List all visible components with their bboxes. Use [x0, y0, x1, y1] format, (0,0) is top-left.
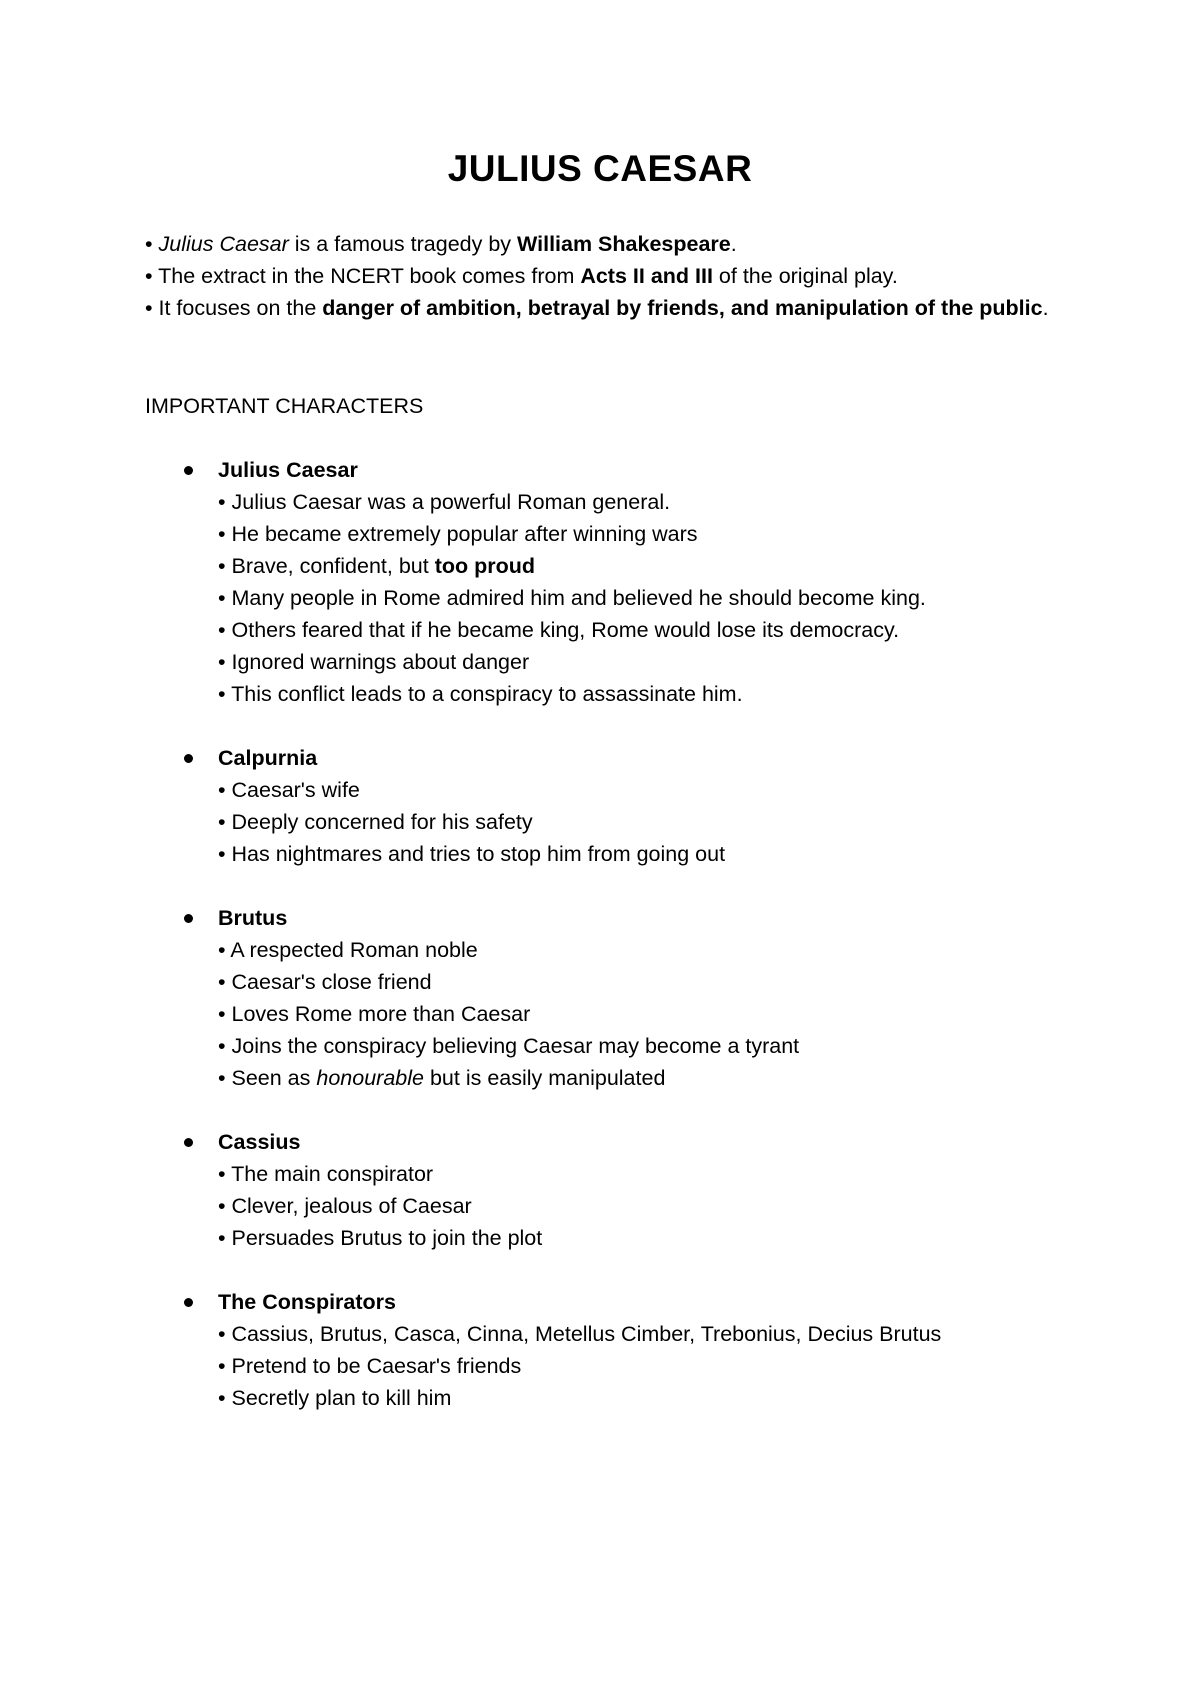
character-point: • The main conspirator [218, 1162, 434, 1186]
point-text: but is easily manipulated [423, 1066, 666, 1090]
intro-text-end: of the original play. [712, 264, 898, 288]
character-name: Brutus [218, 906, 288, 930]
character-list [145, 454, 1075, 1446]
intro-text: The extract in the NCERT book comes from [158, 264, 581, 288]
themes-bold: danger of ambition, betrayal by friends, and manipulation of the public [322, 296, 1043, 320]
intro-text-end: . [730, 232, 737, 256]
bullet-glyph: • [145, 232, 159, 256]
character-point: • Persuades Brutus to join the plot [218, 1226, 543, 1250]
character-entry [145, 1286, 1075, 1414]
character-point: • Deeply concerned for his safety [218, 810, 533, 834]
bullet-dot-icon [184, 1138, 193, 1147]
character-entry [145, 454, 1075, 710]
character-name: Cassius [218, 1130, 301, 1154]
character-point [218, 550, 1075, 582]
character-entry [145, 902, 1075, 1094]
character-point: • Joins the conspiracy believing Caesar may become a tyrant [218, 1034, 800, 1058]
intro-text: It focuses on the [158, 296, 323, 320]
bullet-glyph: • [145, 264, 159, 288]
acts-reference: Acts II and III [580, 264, 713, 288]
character-name: Calpurnia [218, 746, 318, 770]
point-text: • Brave, confident, but [218, 554, 435, 578]
point-bold-text: too proud [434, 554, 535, 578]
character-entry [145, 1126, 1075, 1254]
intro-text: is a famous tragedy by [288, 232, 518, 256]
section-heading: IMPORTANT CHARACTERS [145, 394, 424, 418]
character-point [218, 1062, 1075, 1094]
document-title: JULIUS CAESAR [447, 148, 753, 189]
character-point: • Many people in Rome admired him and believed he should become king. [218, 586, 926, 610]
character-point: • Loves Rome more than Caesar [218, 1002, 531, 1026]
bullet-dot-icon [184, 754, 193, 763]
character-point: • Has nightmares and tries to stop him from going out [218, 842, 726, 866]
character-point: • Secretly plan to kill him [218, 1386, 452, 1410]
character-point: • Cassius, Brutus, Casca, Cinna, Metellus Cimber, Trebonius, Decius Brutus [218, 1322, 942, 1346]
intro-text-end: . [1042, 296, 1049, 320]
point-italic-text: honourable [316, 1066, 424, 1090]
character-point: • Ignored warnings about danger [218, 650, 530, 674]
character-entry [145, 742, 1075, 870]
character-point: • Julius Caesar was a powerful Roman general. [218, 490, 671, 514]
character-point: • He became extremely popular after winning wars [218, 522, 698, 546]
intro-line-3 [145, 292, 1060, 324]
character-point: • Caesar's wife [218, 778, 360, 802]
intro-section [145, 228, 1060, 324]
play-title-italic: Julius Caesar [158, 232, 289, 256]
character-name: The Conspirators [218, 1290, 396, 1314]
character-point: • Others feared that if he became king, Rome would lose its democracy. [218, 618, 900, 642]
character-name: Julius Caesar [218, 458, 358, 482]
bullet-dot-icon [184, 914, 193, 923]
character-point: • Clever, jealous of Caesar [218, 1194, 472, 1218]
bullet-dot-icon [184, 466, 193, 475]
bullet-glyph: • [145, 296, 159, 320]
author-name: William Shakespeare [517, 232, 731, 256]
intro-line-1 [145, 228, 1060, 260]
intro-line-2 [145, 260, 1060, 292]
character-point: • A respected Roman noble [218, 938, 478, 962]
bullet-dot-icon [184, 1298, 193, 1307]
point-text: • Seen as [218, 1066, 317, 1090]
character-point: • Caesar's close friend [218, 970, 432, 994]
character-point: • This conflict leads to a conspiracy to assassinate him. [218, 682, 743, 706]
character-point: • Pretend to be Caesar's friends [218, 1354, 522, 1378]
